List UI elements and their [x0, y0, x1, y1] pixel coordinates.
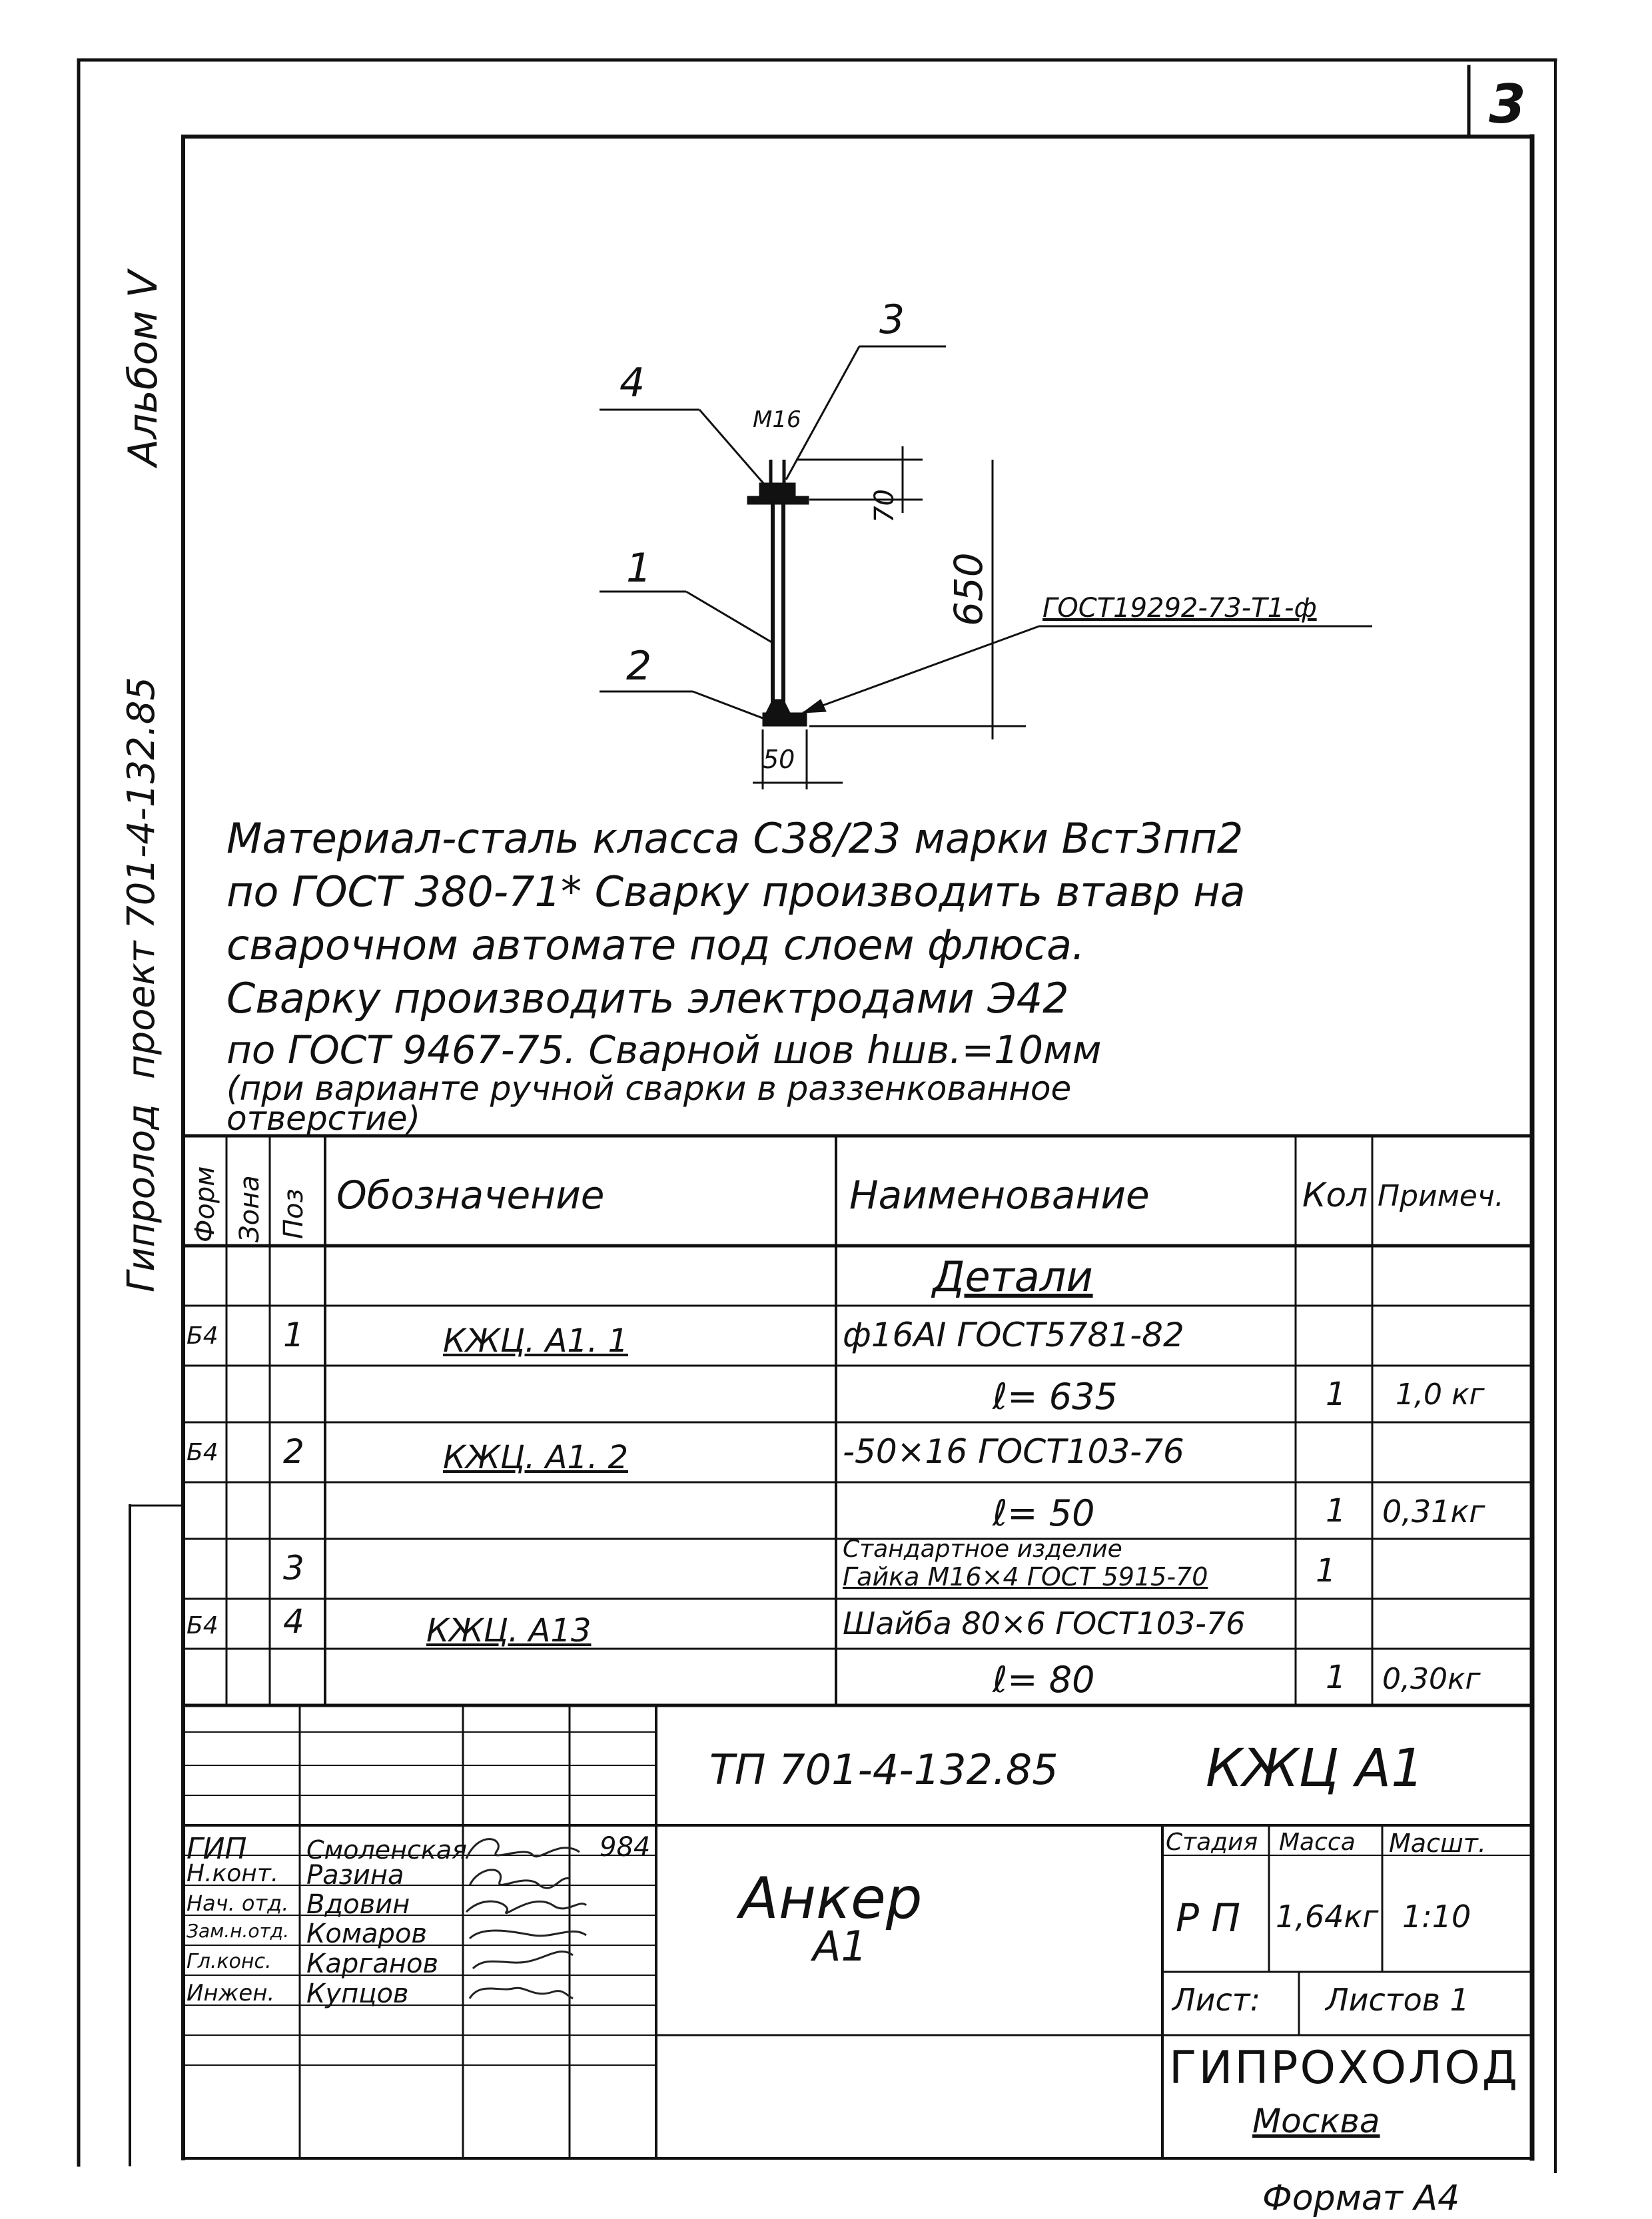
scale-label: Масшт.: [1389, 1829, 1486, 1858]
row6-name: Шайба 80×6 ГОСТ103-76: [843, 1605, 1246, 1641]
header-qty: Кол: [1302, 1176, 1368, 1214]
row5-name: Стандартное изделие: [843, 1536, 1122, 1563]
row3-name: -50×16 ГОСТ103-76: [843, 1432, 1184, 1471]
note-line-7: отверстие): [226, 1099, 421, 1138]
title-line-2: А1: [813, 1922, 867, 1971]
note-line-4: Сварку производить электродами Э42: [226, 974, 1069, 1023]
company-name: ГИПРОХОЛОД: [1169, 2042, 1519, 2094]
row3-designation: КЖЦ. А1. 2: [443, 1439, 628, 1476]
header-format: Форм: [190, 1166, 220, 1242]
row7-name: ℓ= 80: [993, 1659, 1095, 1701]
row5-qty: 1: [1316, 1552, 1336, 1589]
header-designation: Обозначение: [336, 1172, 605, 1218]
doc-mark: КЖЦ А1: [1206, 1739, 1424, 1799]
weld-reference: ГОСТ19292-73-Т1-ф: [1042, 593, 1317, 624]
project-label: проект 701-4-132.85: [120, 677, 163, 1079]
row6-pos: 4: [283, 1602, 304, 1641]
sign-role-3: Нач. отд.: [187, 1891, 289, 1916]
row3-pos: 2: [283, 1432, 304, 1471]
sign-name-6: Купцов: [306, 1979, 409, 2009]
row1-format: Б4: [187, 1322, 218, 1350]
sign-date-1: 984: [600, 1832, 651, 1863]
sign-role-5: Гл.конс.: [187, 1950, 272, 1973]
album-label: Альбом Ⅴ: [120, 270, 167, 466]
pos-4-label: 4: [620, 360, 645, 406]
thread-size-label: М16: [753, 406, 801, 433]
sign-name-3: Вдовин: [306, 1889, 410, 1920]
sign-name-4: Комаров: [306, 1919, 427, 1949]
title-line-1: Анкер: [739, 1865, 923, 1932]
scale-value: 1:10: [1402, 1899, 1471, 1935]
row7-note: 0,30кг: [1382, 1662, 1481, 1696]
note-line-5: по ГОСТ 9467-75. Сварной шов hшв.=10мм: [226, 1027, 1102, 1073]
note-line-6: (при варианте ручной сварки в раззенкованное: [226, 1069, 1072, 1108]
sign-role-4: Зам.н.отд.: [187, 1920, 290, 1942]
dim-650-label: 650: [946, 552, 991, 626]
row3-format: Б4: [187, 1439, 218, 1466]
pos-1-label: 1: [626, 545, 652, 592]
header-pos: Поз: [278, 1188, 309, 1239]
sign-name-2: Разина: [306, 1860, 404, 1891]
dim-70-label: 70: [869, 489, 900, 523]
stage-value: Р П: [1176, 1895, 1241, 1941]
format-label: Формат А4: [1262, 2178, 1460, 2218]
mass-label: Масса: [1279, 1829, 1356, 1856]
note-line-2: по ГОСТ 380-71* Сварку производить втавр на: [226, 867, 1246, 916]
sign-role-6: Инжен.: [187, 1980, 275, 2006]
sign-role-1: ГИП: [187, 1832, 247, 1866]
pos-3-label: 3: [879, 296, 905, 343]
sheet-label: Лист:: [1172, 1982, 1261, 2018]
sheets-label: Листов 1: [1326, 1982, 1469, 2018]
row1-pos: 1: [283, 1316, 304, 1354]
row4-note: 0,31кг: [1382, 1494, 1485, 1530]
organization-label: Гипролод: [120, 1104, 163, 1292]
row7-qty: 1: [1326, 1659, 1346, 1696]
sign-role-2: Н.конт.: [187, 1860, 279, 1887]
note-line-3: сварочном автомате под слоем флюса.: [226, 921, 1085, 969]
row5-name-2: Гайка М16×4 ГОСТ 5915-70: [843, 1562, 1208, 1591]
dim-50-label: 50: [763, 745, 795, 774]
sign-name-1: Смоленская: [306, 1835, 467, 1865]
stage-label: Стадия: [1166, 1829, 1258, 1856]
section-title-details: Детали: [933, 1252, 1093, 1301]
row5-pos: 3: [283, 1549, 304, 1587]
company-city: Москва: [1252, 2102, 1380, 2140]
header-zone: Зона: [234, 1175, 265, 1242]
row6-designation: КЖЦ. А13: [426, 1612, 592, 1649]
row4-qty: 1: [1326, 1492, 1346, 1530]
header-name: Наименование: [849, 1172, 1150, 1218]
row6-format: Б4: [187, 1612, 218, 1639]
doc-code: ТП 701-4-132.85: [709, 1745, 1058, 1794]
row1-name: ф16АⅠ ГОСТ5781-82: [843, 1316, 1184, 1354]
row4-name: ℓ= 50: [993, 1492, 1095, 1534]
row2-name: ℓ= 635: [993, 1376, 1118, 1418]
sign-name-5: Карганов: [306, 1949, 439, 1979]
header-note: Примеч.: [1378, 1179, 1504, 1213]
row1-designation: КЖЦ. А1. 1: [443, 1322, 628, 1360]
note-line-1: Материал-сталь класса С38/23 марки Вст3пп2: [226, 814, 1244, 863]
pos-2-label: 2: [626, 643, 652, 689]
row2-qty: 1: [1326, 1376, 1346, 1413]
mass-value: 1,64кг: [1276, 1899, 1379, 1935]
sheet-corner-number: 3: [1489, 73, 1526, 135]
row2-note: 1,0 кг: [1396, 1378, 1485, 1412]
